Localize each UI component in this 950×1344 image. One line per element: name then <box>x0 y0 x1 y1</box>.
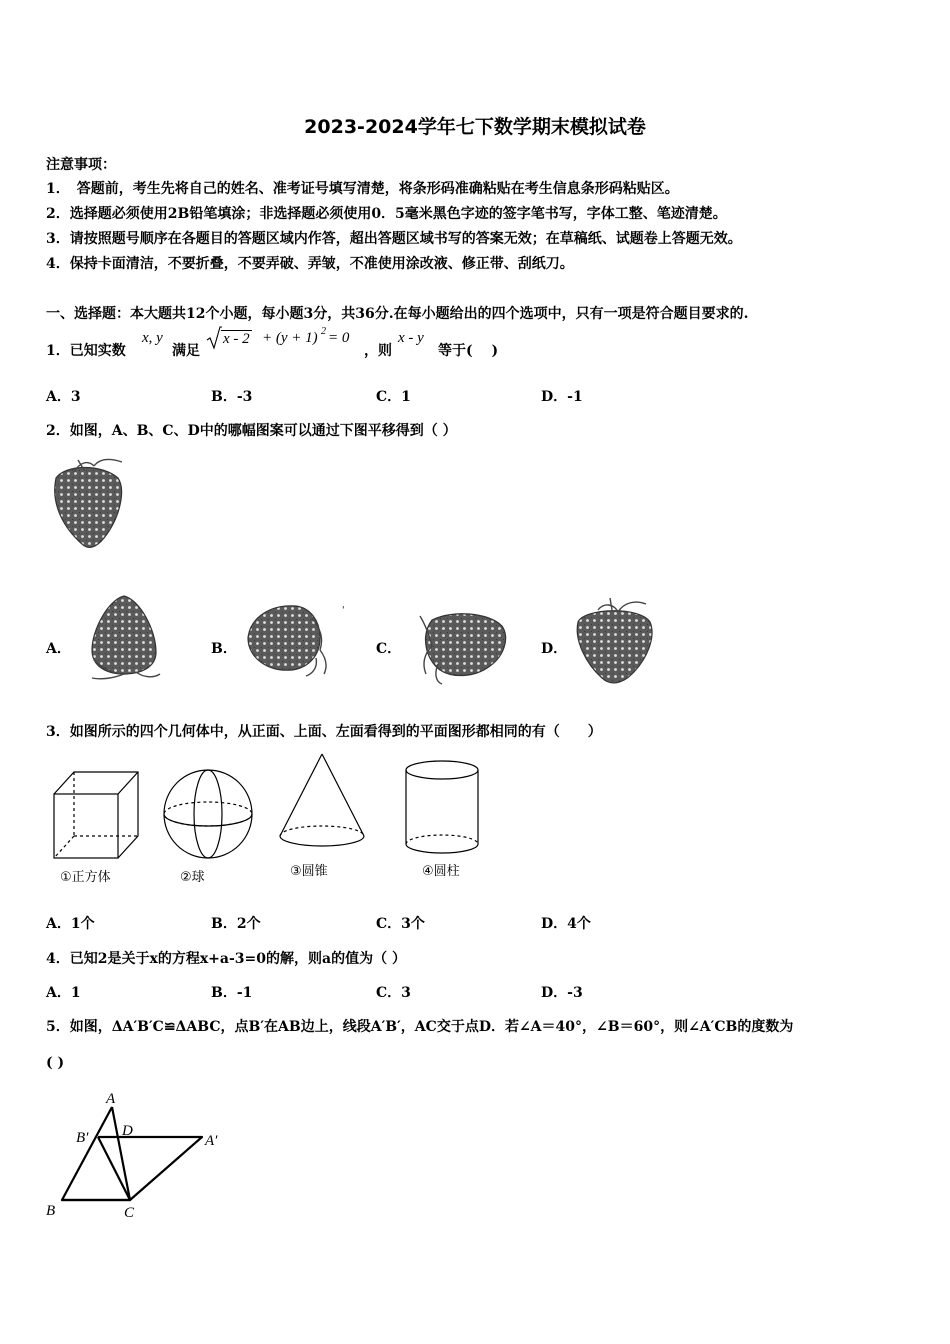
solid-label-cone: ③圆锥 <box>290 864 328 879</box>
q2-option-b-label[interactable]: B． <box>211 641 237 657</box>
q3-option-d[interactable]: D．4个 <box>541 916 591 932</box>
triangle-figure <box>40 1085 240 1225</box>
q1-option-b[interactable]: B．-3 <box>211 389 253 405</box>
q3-option-b[interactable]: B．2个 <box>211 916 261 932</box>
q1-expr: x - y <box>398 330 424 346</box>
q1-suffix: 等于( ) <box>438 343 499 359</box>
section-heading: 一、选择题：本大题共12个小题，每小题3分，共36分.在每小题给出的四个选项中，只有一项是符合题目要求的. <box>46 306 749 322</box>
cone-icon <box>280 754 364 846</box>
notice-item: 2．选择题必须使用2B铅笔填涂；非选择题必须使用0．5毫米黑色字迹的签字笔书写，字体工整、笔迹清楚。 <box>46 206 727 222</box>
stray-mark: ' <box>342 606 345 616</box>
strawberry-option-c-icon[interactable] <box>412 604 512 686</box>
strawberry-original-icon <box>44 456 128 552</box>
q5-text: 5．如图，ΔA′B′C≌ΔABC，点B′在AB边上，线段A′B′，AC交于点D．若∠A＝40°，∠B＝60°，则∠A′CB的度数为 <box>46 1019 794 1035</box>
point-label-b-prime: B′ <box>76 1130 89 1146</box>
sqrt-sign-icon <box>206 326 222 350</box>
q1-option-c[interactable]: C．1 <box>376 389 411 405</box>
q1-eq-rest: + (y + 1) <box>262 330 318 346</box>
notice-heading: 注意事项： <box>46 157 116 173</box>
strawberry-option-b-icon[interactable] <box>240 598 332 678</box>
q1-option-a[interactable]: A．3 <box>46 389 81 405</box>
q4-option-a[interactable]: A．1 <box>46 985 81 1001</box>
solid-label-cylinder: ④圆柱 <box>422 864 460 879</box>
q2-text: 2．如图，A、B、C、D中的哪幅图案可以通过下图平移得到（ ） <box>46 423 457 439</box>
q1-mid: 满足 <box>172 343 200 359</box>
cube-icon <box>54 772 138 858</box>
q5-paren: ( ) <box>46 1055 65 1071</box>
q4-option-d[interactable]: D．-3 <box>541 985 583 1001</box>
q1-sqrt-body: x - 2 <box>223 331 250 347</box>
point-label-a-prime: A′ <box>205 1133 218 1149</box>
cylinder-icon <box>406 761 478 853</box>
q2-option-d-label[interactable]: D． <box>541 641 568 657</box>
exam-title: 2023-2024学年七下数学期末模拟试卷 <box>304 116 646 138</box>
strawberry-option-a-icon[interactable] <box>84 590 164 682</box>
q1-option-d[interactable]: D．-1 <box>541 389 583 405</box>
q4-option-b[interactable]: B．-1 <box>211 985 253 1001</box>
q1-then: ，则 <box>364 343 392 359</box>
q4-text: 4．已知2是关于x的方程x+a-3=0的解，则a的值为（ ） <box>46 951 406 967</box>
q1-eq-tail: = 0 <box>328 330 350 346</box>
sphere-icon <box>164 770 252 858</box>
point-label-d: D <box>122 1123 133 1139</box>
q2-option-a-label[interactable]: A． <box>46 641 71 657</box>
q1-exponent: 2 <box>321 326 326 337</box>
q3-text: 3．如图所示的四个几何体中，从正面、上面、左面看得到的平面图形都相同的有（ ） <box>46 724 602 740</box>
point-label-b: B <box>46 1203 56 1219</box>
q1-prefix: 1．已知实数 <box>46 343 126 359</box>
solid-label-cube: ①正方体 <box>60 870 111 885</box>
point-label-c: C <box>124 1205 135 1221</box>
notice-item: 3．请按照题号顺序在各题目的答题区域内作答，超出答题区域书写的答案无效；在草稿纸、试题卷上答题无效。 <box>46 231 742 247</box>
q1-vars: x, y <box>142 330 163 346</box>
notice-item: 4．保持卡面清洁，不要折叠，不要弄破、弄皱，不准使用涂改液、修正带、刮纸刀。 <box>46 256 574 272</box>
point-label-a: A <box>106 1091 116 1107</box>
q3-option-c[interactable]: C．3个 <box>376 916 425 932</box>
solid-label-sphere: ②球 <box>180 870 205 885</box>
q2-option-c-label[interactable]: C． <box>376 641 402 657</box>
q3-option-a[interactable]: A．1个 <box>46 916 95 932</box>
q4-option-c[interactable]: C．3 <box>376 985 411 1001</box>
strawberry-option-d-icon[interactable] <box>570 596 658 690</box>
notice-item: 1． 答题前，考生先将自己的姓名、准考证号填写清楚，将条形码准确粘贴在考生信息条形码粘贴区。 <box>46 181 679 197</box>
